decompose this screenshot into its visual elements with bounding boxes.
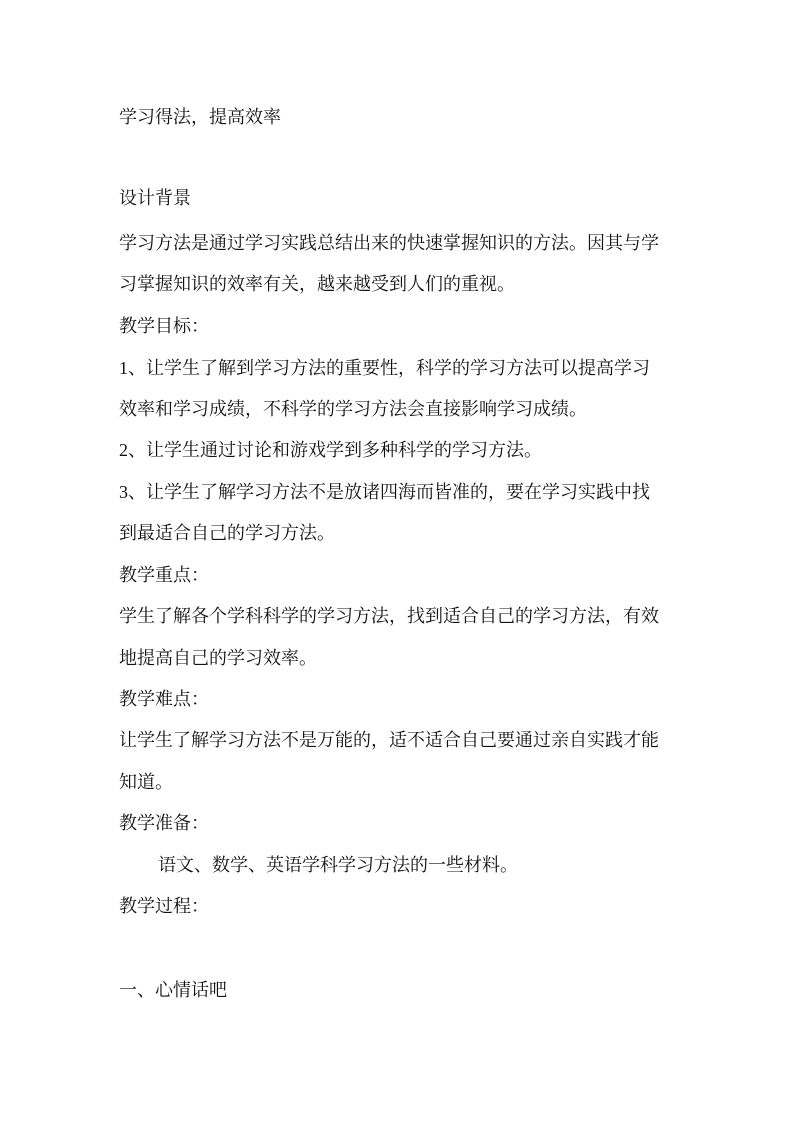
background-text-line: 学习方法是通过学习实践总结出来的快速掌握知识的方法。因其与学 <box>119 233 659 253</box>
background-heading: 设计背景 <box>119 188 191 208</box>
goal-line: 3、让学生了解学习方法不是放诸四海而皆准的，要在学习实践中找 <box>119 482 650 502</box>
difficulty-heading: 教学难点： <box>119 689 209 709</box>
prep-heading: 教学准备： <box>119 813 209 833</box>
process-heading: 教学过程： <box>119 896 209 916</box>
background-text-line: 习掌握知识的效率有关，越来越受到人们的重视。 <box>119 274 515 294</box>
difficulty-text-line: 让学生了解学习方法不是万能的，适不适合自己要通过亲自实践才能 <box>119 730 659 750</box>
difficulty-text-line: 知道。 <box>119 772 173 792</box>
key-text-line: 学生了解各个学科科学的学习方法，找到适合自己的学习方法，有效 <box>119 606 659 626</box>
goals-heading: 教学目标： <box>119 316 209 336</box>
part1-heading: 一、心情话吧 <box>119 980 227 1000</box>
document-title: 学习得法，提高效率 <box>119 107 281 127</box>
key-heading: 教学重点： <box>119 565 209 585</box>
goal-line: 1、让学生了解到学习方法的重要性，科学的学习方法可以提高学习 <box>119 358 650 378</box>
key-text-line: 地提高自己的学习效率。 <box>119 648 317 668</box>
goal-line: 到最适合自己的学习方法。 <box>119 523 335 543</box>
goal-line: 效率和学习成绩，不科学的学习方法会直接影响学习成绩。 <box>119 399 587 419</box>
prep-text: 语文、数学、英语学科学习方法的一些材料。 <box>158 855 518 875</box>
goal-line: 2、让学生通过讨论和游戏学到多种科学的学习方法。 <box>119 440 542 460</box>
